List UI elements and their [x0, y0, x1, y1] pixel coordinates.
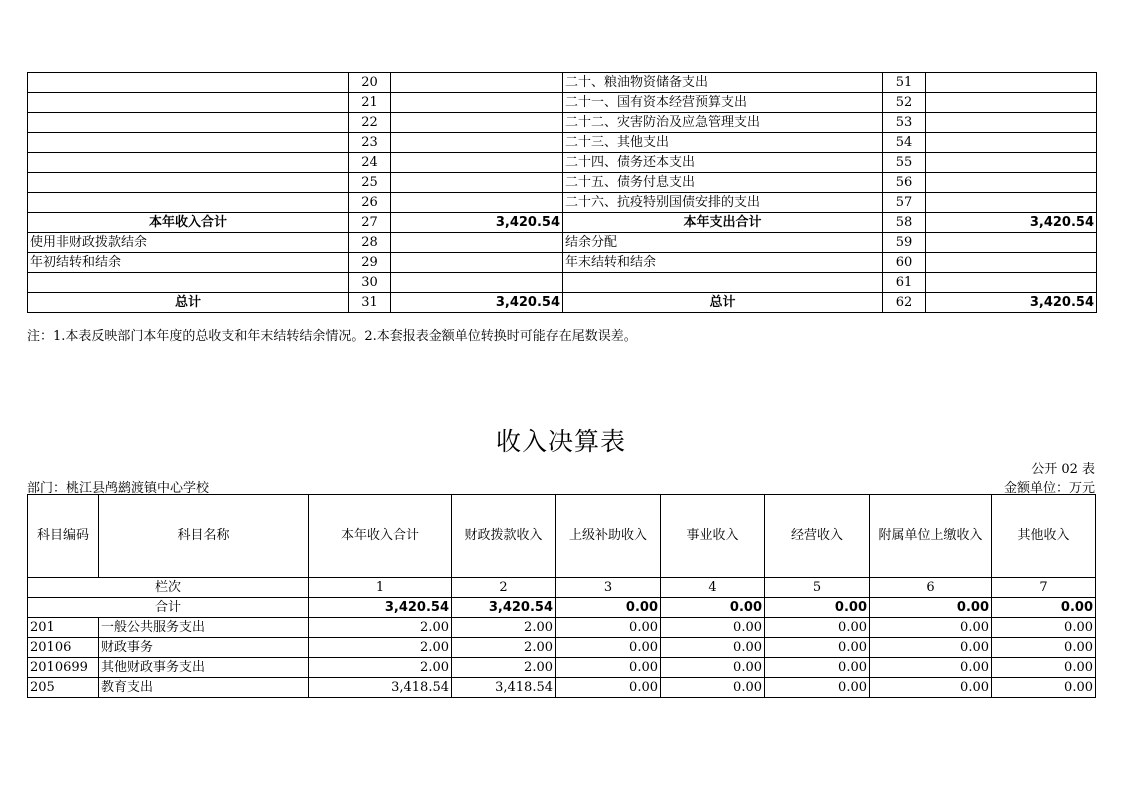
summary-row: [28, 133, 1097, 153]
income-item-label: [28, 113, 349, 133]
amount-cell: 0.00: [870, 618, 992, 638]
amount-cell: 0.00: [992, 618, 1096, 638]
header-affiliated-income: 附属单位上缴收入: [870, 495, 992, 578]
header-superior-subsidy: 上级补助收入: [556, 495, 661, 578]
amount-cell: 0.00: [992, 638, 1096, 658]
amount-cell: 0.00: [765, 658, 870, 678]
amount-unit-label: 金额单位：万元: [1003, 481, 1095, 496]
expense-line-number: 55: [883, 153, 926, 173]
amount-cell: 0.00: [992, 658, 1096, 678]
income-line-number: 25: [349, 173, 391, 193]
income-line-number: 26: [349, 193, 391, 213]
department-label: 部门：桃江县鸬鹚渡镇中心学校: [27, 481, 210, 496]
summary-row: [28, 113, 1097, 133]
header-other-income: 其他收入: [992, 495, 1096, 578]
income-item-label: [28, 273, 349, 293]
total-value: 0.00: [765, 598, 870, 618]
expense-item-label: 本年支出合计: [563, 213, 883, 233]
column-index-cell: 2: [452, 578, 556, 598]
expense-line-number: 60: [883, 253, 926, 273]
expense-line-number: 58: [883, 213, 926, 233]
income-line-number: 23: [349, 133, 391, 153]
income-line-number: 30: [349, 273, 391, 293]
table-note: 注：1.本表反映部门本年度的总收支和年末结转结余情况。2.本套报表金额单位转换时可能存在尾数误差。: [27, 329, 637, 344]
subject-code: 201: [28, 618, 99, 638]
expense-line-number: 57: [883, 193, 926, 213]
income-item-label: 总计: [28, 293, 349, 313]
expense-line-number: 62: [883, 293, 926, 313]
income-amount: [391, 153, 563, 173]
column-index-cell: 7: [992, 578, 1096, 598]
summary-row: [28, 93, 1097, 113]
column-index-label: 栏次: [28, 578, 309, 598]
amount-cell: 2.00: [452, 658, 556, 678]
header-subject-code: 科目编码: [28, 495, 99, 578]
income-amount: [391, 133, 563, 153]
expense-amount: [926, 233, 1097, 253]
expense-amount: [926, 193, 1097, 213]
income-line-number: 24: [349, 153, 391, 173]
subject-name: 一般公共服务支出: [99, 618, 309, 638]
header-business-income: 事业收入: [661, 495, 765, 578]
income-amount: 3,420.54: [391, 293, 563, 313]
expense-item-label: 二十六、抗疫特别国债安排的支出: [563, 193, 883, 213]
amount-cell: 0.00: [556, 638, 661, 658]
amount-cell: 0.00: [765, 638, 870, 658]
income-amount: [391, 73, 563, 93]
column-index-cell: 1: [309, 578, 452, 598]
income-table-row: [28, 638, 1096, 658]
header-subject-name: 科目名称: [99, 495, 309, 578]
income-table-row: [28, 678, 1096, 698]
subject-code: 20106: [28, 638, 99, 658]
income-amount: 3,420.54: [391, 213, 563, 233]
expense-item-label: [563, 273, 883, 293]
expense-line-number: 59: [883, 233, 926, 253]
income-item-label: [28, 153, 349, 173]
amount-cell: 0.00: [661, 638, 765, 658]
income-line-number: 28: [349, 233, 391, 253]
income-amount: [391, 173, 563, 193]
expense-item-label: 二十三、其他支出: [563, 133, 883, 153]
total-label: 合计: [28, 598, 309, 618]
amount-cell: 0.00: [870, 658, 992, 678]
expense-amount: 3,420.54: [926, 293, 1097, 313]
subject-name: 其他财政事务支出: [99, 658, 309, 678]
income-table-row: [28, 658, 1096, 678]
income-amount: [391, 113, 563, 133]
income-table: [27, 494, 1096, 698]
summary-row: [28, 253, 1097, 273]
summary-row: [28, 273, 1097, 293]
expense-amount: 3,420.54: [926, 213, 1097, 233]
expense-item-label: 二十、粮油物资储备支出: [563, 73, 883, 93]
income-line-number: 27: [349, 213, 391, 233]
subject-name: 教育支出: [99, 678, 309, 698]
amount-cell: 0.00: [661, 658, 765, 678]
expense-amount: [926, 253, 1097, 273]
expense-item-label: 总计: [563, 293, 883, 313]
summary-row: [28, 233, 1097, 253]
income-amount: [391, 253, 563, 273]
expense-line-number: 56: [883, 173, 926, 193]
income-header-row: [28, 495, 1096, 578]
column-index-row: [28, 578, 1096, 598]
amount-cell: 0.00: [556, 658, 661, 678]
header-fiscal-allocation: 财政拨款收入: [452, 495, 556, 578]
expense-line-number: 52: [883, 93, 926, 113]
amount-cell: 0.00: [870, 638, 992, 658]
column-index-cell: 5: [765, 578, 870, 598]
expense-amount: [926, 93, 1097, 113]
expense-line-number: 51: [883, 73, 926, 93]
income-line-number: 21: [349, 93, 391, 113]
amount-cell: 2.00: [452, 618, 556, 638]
amount-cell: 3,418.54: [309, 678, 452, 698]
income-line-number: 22: [349, 113, 391, 133]
income-total-row: [28, 598, 1096, 618]
expense-amount: [926, 113, 1097, 133]
amount-cell: 0.00: [765, 618, 870, 638]
expense-item-label: 二十四、债务还本支出: [563, 153, 883, 173]
income-item-label: [28, 173, 349, 193]
summary-row: [28, 73, 1097, 93]
expense-item-label: 结余分配: [563, 233, 883, 253]
total-value: 0.00: [661, 598, 765, 618]
total-value: 0.00: [870, 598, 992, 618]
income-amount: [391, 273, 563, 293]
summary-row: [28, 293, 1097, 313]
amount-cell: 0.00: [556, 618, 661, 638]
subject-code: 205: [28, 678, 99, 698]
income-table-row: [28, 618, 1096, 638]
subject-name: 财政事务: [99, 638, 309, 658]
total-value: 0.00: [556, 598, 661, 618]
amount-cell: 0.00: [661, 618, 765, 638]
summary-row: [28, 153, 1097, 173]
header-operating-income: 经营收入: [765, 495, 870, 578]
expense-amount: [926, 73, 1097, 93]
amount-cell: 0.00: [870, 678, 992, 698]
expense-line-number: 61: [883, 273, 926, 293]
expense-item-label: 二十一、国有资本经营预算支出: [563, 93, 883, 113]
expense-line-number: 54: [883, 133, 926, 153]
income-line-number: 31: [349, 293, 391, 313]
column-index-cell: 4: [661, 578, 765, 598]
summary-row: [28, 173, 1097, 193]
expense-amount: [926, 153, 1097, 173]
income-item-label: [28, 73, 349, 93]
amount-cell: 0.00: [556, 678, 661, 698]
income-amount: [391, 233, 563, 253]
summary-row: [28, 213, 1097, 233]
income-amount: [391, 93, 563, 113]
header-total-income: 本年收入合计: [309, 495, 452, 578]
income-amount: [391, 193, 563, 213]
summary-table-body: [28, 73, 1097, 313]
amount-cell: 2.00: [309, 618, 452, 638]
income-item-label: 年初结转和结余: [28, 253, 349, 273]
amount-cell: 0.00: [992, 678, 1096, 698]
amount-cell: 0.00: [765, 678, 870, 698]
income-item-label: [28, 93, 349, 113]
total-value: 3,420.54: [309, 598, 452, 618]
income-line-number: 29: [349, 253, 391, 273]
expense-item-label: 二十五、债务付息支出: [563, 173, 883, 193]
summary-row: [28, 193, 1097, 213]
income-item-label: [28, 133, 349, 153]
subject-code: 2010699: [28, 658, 99, 678]
income-item-label: 本年收入合计: [28, 213, 349, 233]
expense-amount: [926, 273, 1097, 293]
amount-cell: 2.00: [309, 638, 452, 658]
income-item-label: 使用非财政拨款结余: [28, 233, 349, 253]
column-index-cell: 3: [556, 578, 661, 598]
summary-table: [27, 72, 1097, 313]
amount-cell: 2.00: [452, 638, 556, 658]
total-value: 3,420.54: [452, 598, 556, 618]
column-index-cell: 6: [870, 578, 992, 598]
expense-item-label: 年末结转和结余: [563, 253, 883, 273]
income-item-label: [28, 193, 349, 213]
expense-amount: [926, 133, 1097, 153]
income-rows: [28, 618, 1096, 698]
expense-item-label: 二十二、灾害防治及应急管理支出: [563, 113, 883, 133]
total-value: 0.00: [992, 598, 1096, 618]
amount-cell: 2.00: [309, 658, 452, 678]
page-title: 收入决算表: [495, 427, 626, 456]
expense-line-number: 53: [883, 113, 926, 133]
amount-cell: 0.00: [661, 678, 765, 698]
expense-amount: [926, 173, 1097, 193]
income-line-number: 20: [349, 73, 391, 93]
form-number: 公开 02 表: [1031, 462, 1095, 477]
amount-cell: 3,418.54: [452, 678, 556, 698]
